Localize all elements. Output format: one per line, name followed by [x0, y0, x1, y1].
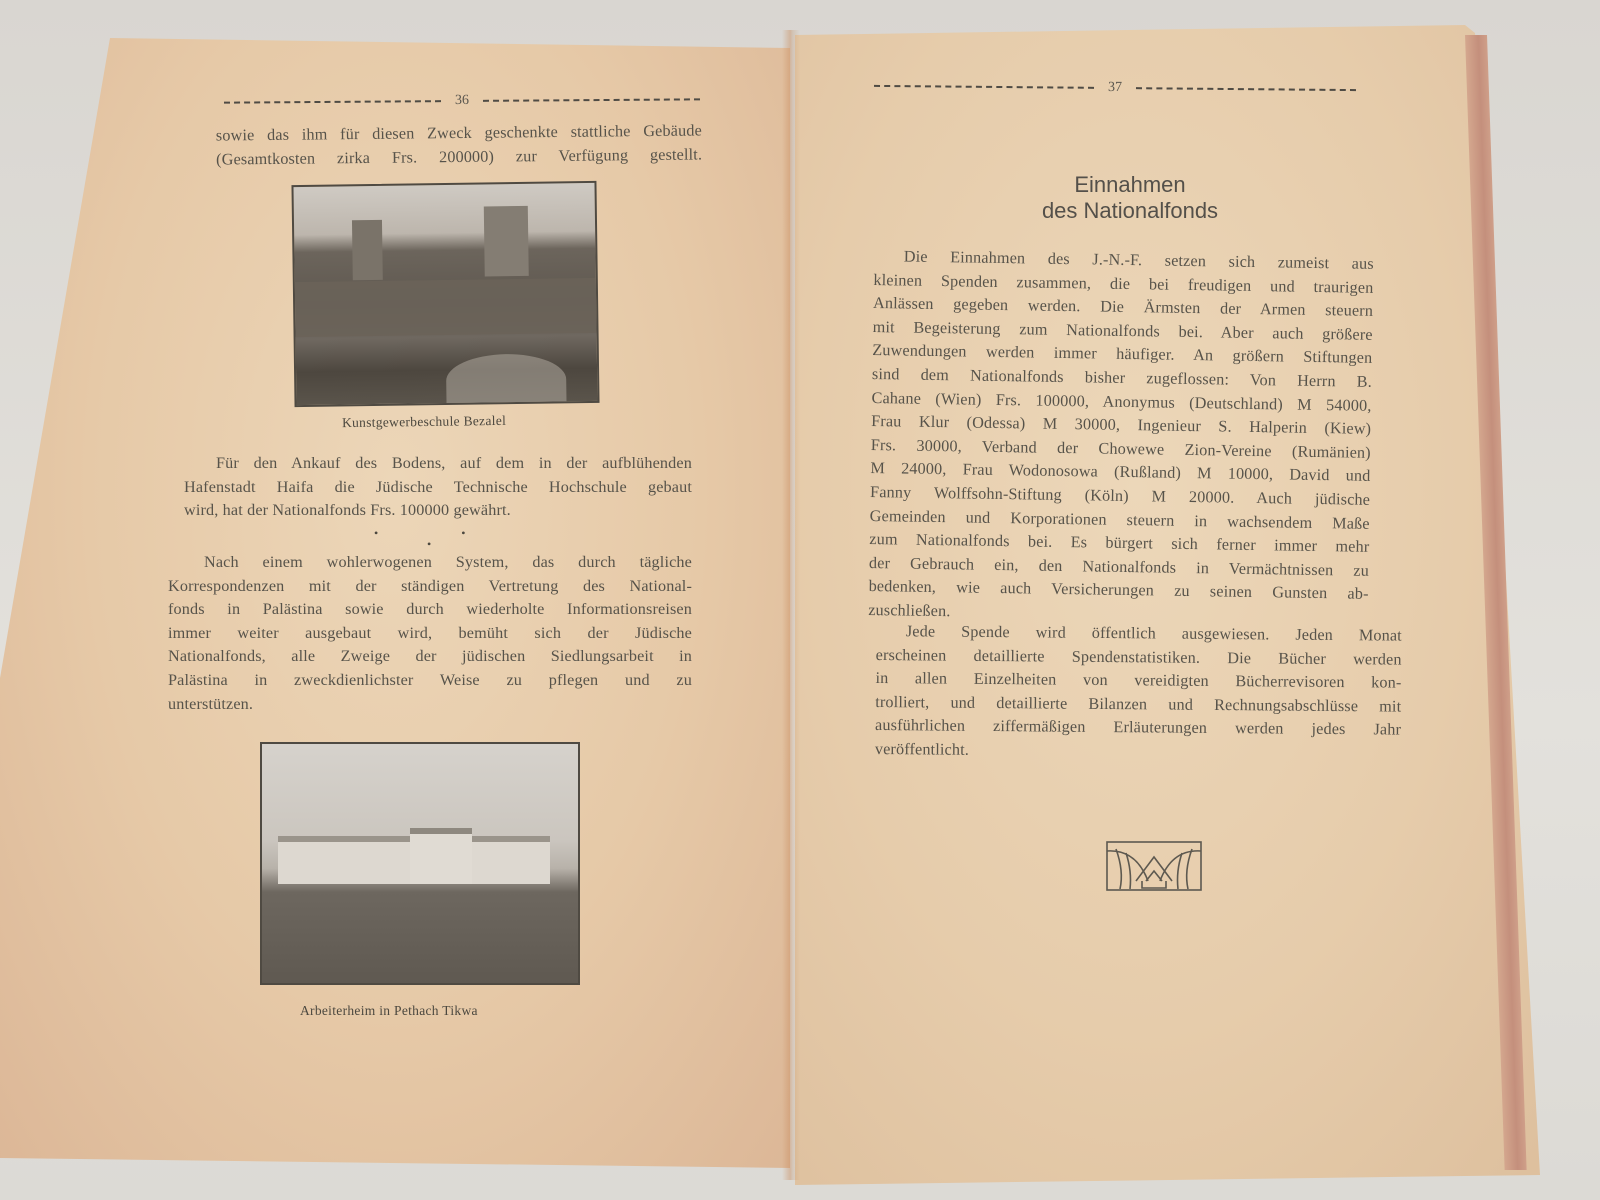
right-paragraph-audit — [875, 620, 1402, 766]
text-line: Nach einem wohlerwogenen System, das durch tägliche — [204, 553, 692, 571]
section-separator-dot: • — [427, 537, 432, 551]
photo-caption: Arbeiterheim in Pethach Tikwa — [300, 1003, 478, 1018]
text-line: fonds in Palästina sowie durch wiederholte Informationsreisen — [168, 600, 692, 619]
text-line: zum Nationalfonds bei. Es bürgert sich ferner immer mehr — [869, 530, 1370, 556]
book-gutter — [782, 30, 800, 1180]
text-line: kleinen Spenden zusammen, die bei freudigen und traurigen — [873, 270, 1374, 297]
text-line: Gemeinden und Korporationen steuern in wachsendem Maße — [869, 506, 1370, 533]
text-line: der Gebrauch ein, den Nationalfonds in Vermächtnissen zu — [868, 553, 1370, 580]
header-rule-left — [224, 100, 441, 104]
text-line: bedenken, wie auch Versicherungen zu seinen Gunsten ab- — [868, 577, 1369, 604]
text-line: erscheinen detaillierte Spendenstatistiken. Die Bücher werden — [875, 645, 1402, 669]
text-line: unterstützen. — [168, 694, 254, 713]
title-line: Einnahmen — [1074, 172, 1186, 197]
header-rule-right — [483, 98, 700, 102]
photo-detail — [352, 220, 383, 280]
text-line: Fanny Wolffsohn-Stiftung (Köln) M 20000. Auch jüdische — [869, 482, 1371, 509]
photo-caption: Kunstgewerbeschule Bezalel — [341, 412, 507, 431]
text-line: Nationalfonds, alle Zweige der jüdischen Siedlungsarbeit in — [168, 647, 692, 666]
right-paragraph-income — [868, 245, 1374, 630]
photo-detail — [446, 353, 567, 407]
text-line: M 24000, Frau Wodonosowa (Rußland) M 10000, David und — [870, 459, 1371, 486]
text-line: immer weiter ausgebaut wird, bemüht sich der Jüdische — [168, 623, 692, 642]
page-number: 37 — [1107, 79, 1123, 96]
art-nouveau-vignette-icon — [1106, 841, 1202, 891]
text-line: zuschließen. — [868, 600, 951, 621]
left-paragraph-system — [168, 551, 692, 716]
text-line: Anlässen gegeben werden. Die Ärmsten der Armen steuern — [872, 294, 1374, 321]
text-line: Für den Ankauf des Bodens, auf dem in der aufblühenden — [216, 454, 692, 472]
section-title — [1000, 172, 1260, 224]
text-line: sowie das ihm für diesen Zweck geschenkte stattliche Gebäude — [215, 121, 702, 145]
text-line: trolliert, und detaillierte Bilanzen und Rechnungsabschlüsse mit — [875, 692, 1402, 716]
text-line: Frau Klur (Odessa) M 30000, Ingenieur S. Halperin (Kiew) — [871, 412, 1372, 438]
text-line: veröffentlicht. — [874, 739, 970, 759]
photo-arbeiterheim — [260, 742, 580, 985]
section-separator: • • — [374, 526, 506, 540]
header-rule-right — [1136, 87, 1356, 91]
header-rule-left — [874, 85, 1094, 89]
text-line: Hafenstadt Haifa die Jüdische Technische Hochschule gebaut — [184, 477, 692, 496]
page-number: 36 — [454, 92, 470, 109]
photo-detail — [410, 828, 472, 884]
text-line: Frs. 30000, Verband der Chowewe Zion-Vereine (Rumänien) — [870, 435, 1371, 462]
text-line: (Gesamtkosten zirka Frs. 200000) zur Verfügung gestellt. — [216, 145, 703, 169]
text-line: mit Begeisterung zum Nationalfonds bei. Aber auch größere — [872, 317, 1373, 344]
text-line: in allen Einzelheiten von vereidigten Bücherrevisoren kon- — [875, 669, 1402, 692]
text-line: sind dem Nationalfonds bisher zugeflossen: Von Herrn B. — [871, 364, 1373, 391]
text-line: Korrespondenzen mit der ständigen Vertretung des National- — [168, 576, 692, 595]
text-line: Jede Spende wird öffentlich ausgewiesen. Jeden Monat — [905, 622, 1402, 645]
left-paragraph-haifa — [184, 452, 692, 523]
photo-detail — [484, 206, 529, 277]
text-line: Cahane (Wien) Frs. 100000, Anonymus (Deutschland) M 54000, — [871, 388, 1372, 415]
text-line: Zuwendungen werden immer häufiger. An größern Stiftungen — [872, 341, 1373, 368]
left-top-paragraph — [216, 119, 702, 171]
left-page-header — [224, 91, 700, 110]
title-line: des Nationalfonds — [1041, 198, 1219, 223]
text-line: Palästina in zweckdienlichster Weise zu pflegen und zu — [168, 670, 692, 689]
text-line: Die Einnahmen des J.-N.-F. setzen sich zumeist aus — [903, 247, 1374, 273]
text-line: ausführlichen ziffermäßigen Erläuterungen werden jedes Jahr — [875, 716, 1402, 739]
photo-bezalel — [291, 181, 599, 407]
photo-detail — [295, 278, 597, 337]
text-line: wird, hat der Nationalfonds Frs. 100000 gewährt. — [184, 501, 511, 520]
